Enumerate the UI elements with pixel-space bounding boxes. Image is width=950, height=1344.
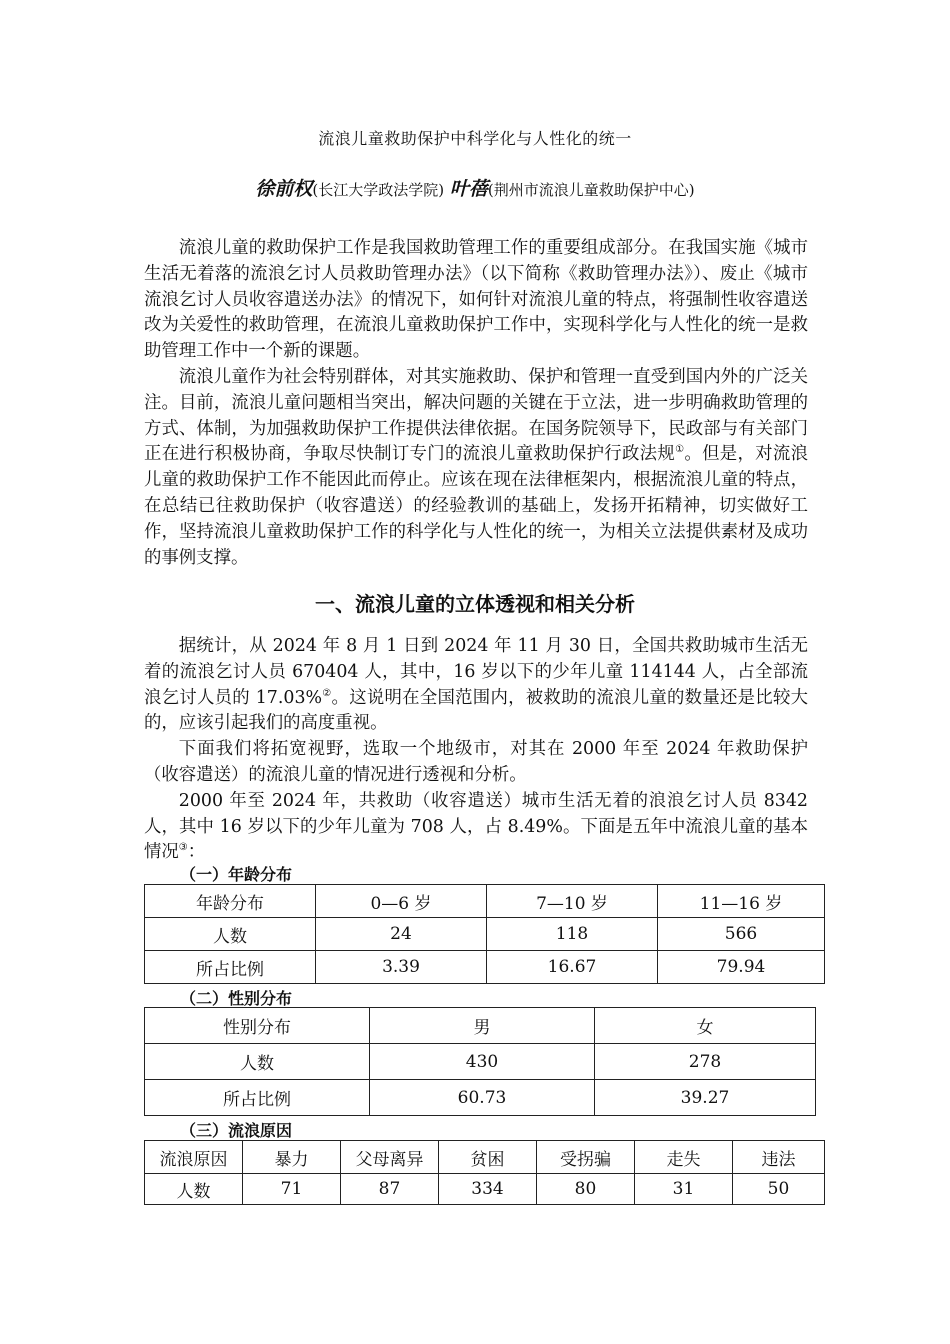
intro-paragraph-2 — [144, 365, 808, 571]
table-cell: 430 — [370, 1044, 595, 1080]
author-line — [0, 174, 950, 201]
section-paragraph-2: 下面我们将拓宽视野，选取一个地级市，对其在 2000 年至 2024 年救助保护（收容遣送）的流浪儿童的情况进行透视和分析。 — [144, 739, 808, 785]
table-cell: 女 — [595, 1008, 816, 1044]
footnote-marker-2: ② — [322, 687, 332, 699]
author-name-2: 叶蓓 — [449, 178, 488, 200]
table-cell: 父母离异 — [341, 1141, 439, 1174]
table-cell: 24 — [316, 918, 487, 951]
table-cell: 0—6 岁 — [316, 885, 487, 918]
table-cell: 50 — [733, 1174, 825, 1205]
table-cell: 人数 — [145, 918, 316, 951]
table-header-row — [145, 1008, 816, 1044]
table-cell: 暴力 — [243, 1141, 341, 1174]
document-title: 流浪儿童救助保护中科学化与人性化的统一 — [318, 129, 632, 148]
intro-body — [144, 236, 808, 571]
reason-table-heading: （三）流浪原因 — [180, 1121, 293, 1140]
section-body — [144, 634, 808, 866]
section-heading: 一、流浪儿童的立体透视和相关分析 — [315, 592, 635, 616]
table-cell: 人数 — [145, 1044, 370, 1080]
table-row — [145, 918, 825, 951]
table-cell: 11—16 岁 — [658, 885, 825, 918]
table-cell: 79.94 — [658, 951, 825, 984]
wandering-reason-table — [144, 1140, 825, 1205]
table-cell: 60.73 — [370, 1080, 595, 1116]
table-cell: 贫困 — [439, 1141, 537, 1174]
table-row — [145, 1080, 816, 1116]
table-cell: 3.39 — [316, 951, 487, 984]
footnote-marker-1: ① — [675, 444, 685, 456]
table-cell: 31 — [635, 1174, 733, 1205]
table-cell: 走失 — [635, 1141, 733, 1174]
section-paragraph-3-text-a: 2000 年至 2024 年，共救助（收容遣送）城市生活无着的浪浪乞讨人员 8342 人，其中 16 岁以下的少年儿童为 708 人，占 8.49%。下面是五年中流浪儿童的基本情况 — [144, 790, 808, 863]
table-cell: 性别分布 — [145, 1008, 370, 1044]
section-paragraph-1-text-b: 。这说明在全国范围内，被救助的流浪儿童的数量还是比较大的，应该引起我们的高度重视。 — [144, 687, 808, 734]
table-row — [145, 1044, 816, 1080]
gender-distribution-table — [144, 1007, 816, 1116]
table-cell: 违法 — [733, 1141, 825, 1174]
table-cell: 年龄分布 — [145, 885, 316, 918]
section-paragraph-1 — [144, 634, 808, 737]
gender-table-heading: （二）性别分布 — [180, 989, 293, 1008]
table-cell: 7—10 岁 — [487, 885, 658, 918]
table-row — [145, 951, 825, 984]
author-affiliation-1: (长江大学政法学院) — [312, 181, 445, 199]
footnote-marker-3: ③ — [178, 842, 188, 854]
age-distribution-table — [144, 884, 825, 984]
table-cell: 278 — [595, 1044, 816, 1080]
author-affiliation-2: (荆州市流浪儿童救助保护中心) — [487, 181, 695, 199]
table-cell: 87 — [341, 1174, 439, 1205]
intro-paragraph-2-text-a: 流浪儿童作为社会特别群体，对其实施救助、保护和管理一直受到国内外的广泛关注。目前，流浪儿童问题相当突出，解决问题的关键在于立法，进一步明确救助管理的方式、体制，为加强救助保护工作提供法律依据。在国务院领导下，民政部与有关部门正在进行积极协商，争取尽快制订专门的流浪儿童救助保护行政法规 — [144, 366, 808, 465]
intro-paragraph-1: 流浪儿童的救助保护工作是我国救助管理工作的重要组成部分。在我国实施《城市生活无着落的流浪乞讨人员救助管理办法》（以下简称《救助管理办法》）、废止《城市流浪乞讨人员收容遣送办法》的情况下，如何针对流浪儿童的特点，将强制性收容遣送改为关爱性的救助管理，在流浪儿童救助保护工作中，实现科学化与人性化的统一是救助管理工作中一个新的课题。 — [144, 238, 808, 362]
table-cell: 男 — [370, 1008, 595, 1044]
section-paragraph-3 — [144, 789, 808, 866]
table-cell: 所占比例 — [145, 951, 316, 984]
table-header-row — [145, 1141, 825, 1174]
table-cell: 受拐骗 — [537, 1141, 635, 1174]
table-header-row — [145, 885, 825, 918]
age-table-heading: （一）年龄分布 — [180, 865, 293, 884]
table-cell: 334 — [439, 1174, 537, 1205]
table-cell: 所占比例 — [145, 1080, 370, 1116]
table-cell: 118 — [487, 918, 658, 951]
table-cell: 71 — [243, 1174, 341, 1205]
intro-paragraph-2-text-b: 。但是，对流浪儿童的救助保护工作不能因此而停止。应该在现在法律框架内，根据流浪儿童的特点，在总结已往救助保护（收容遣送）的经验教训的基础上，发扬开拓精神，切实做好工作，坚持流浪儿童救助保护工作的科学化与人性化的统一，为相关立法提供素材及成功的事例支撑。 — [144, 444, 808, 568]
author-name-1: 徐前权 — [255, 178, 313, 200]
table-cell: 80 — [537, 1174, 635, 1205]
table-cell: 39.27 — [595, 1080, 816, 1116]
table-cell: 16.67 — [487, 951, 658, 984]
section-paragraph-3-text-b: ： — [187, 842, 206, 863]
table-cell: 流浪原因 — [145, 1141, 243, 1174]
section-paragraph-1-text-a: 据统计，从 2024 年 8 月 1 日到 2024 年 11 月 30 日，全国共救助城市生活无着的流浪乞讨人员 670404 人，其中，16 岁以下的少年儿童 114144 人，占全部流浪乞讨人员的 17.03% — [144, 636, 808, 708]
table-row — [145, 1174, 825, 1205]
table-cell: 人数 — [145, 1174, 243, 1205]
table-cell: 566 — [658, 918, 825, 951]
